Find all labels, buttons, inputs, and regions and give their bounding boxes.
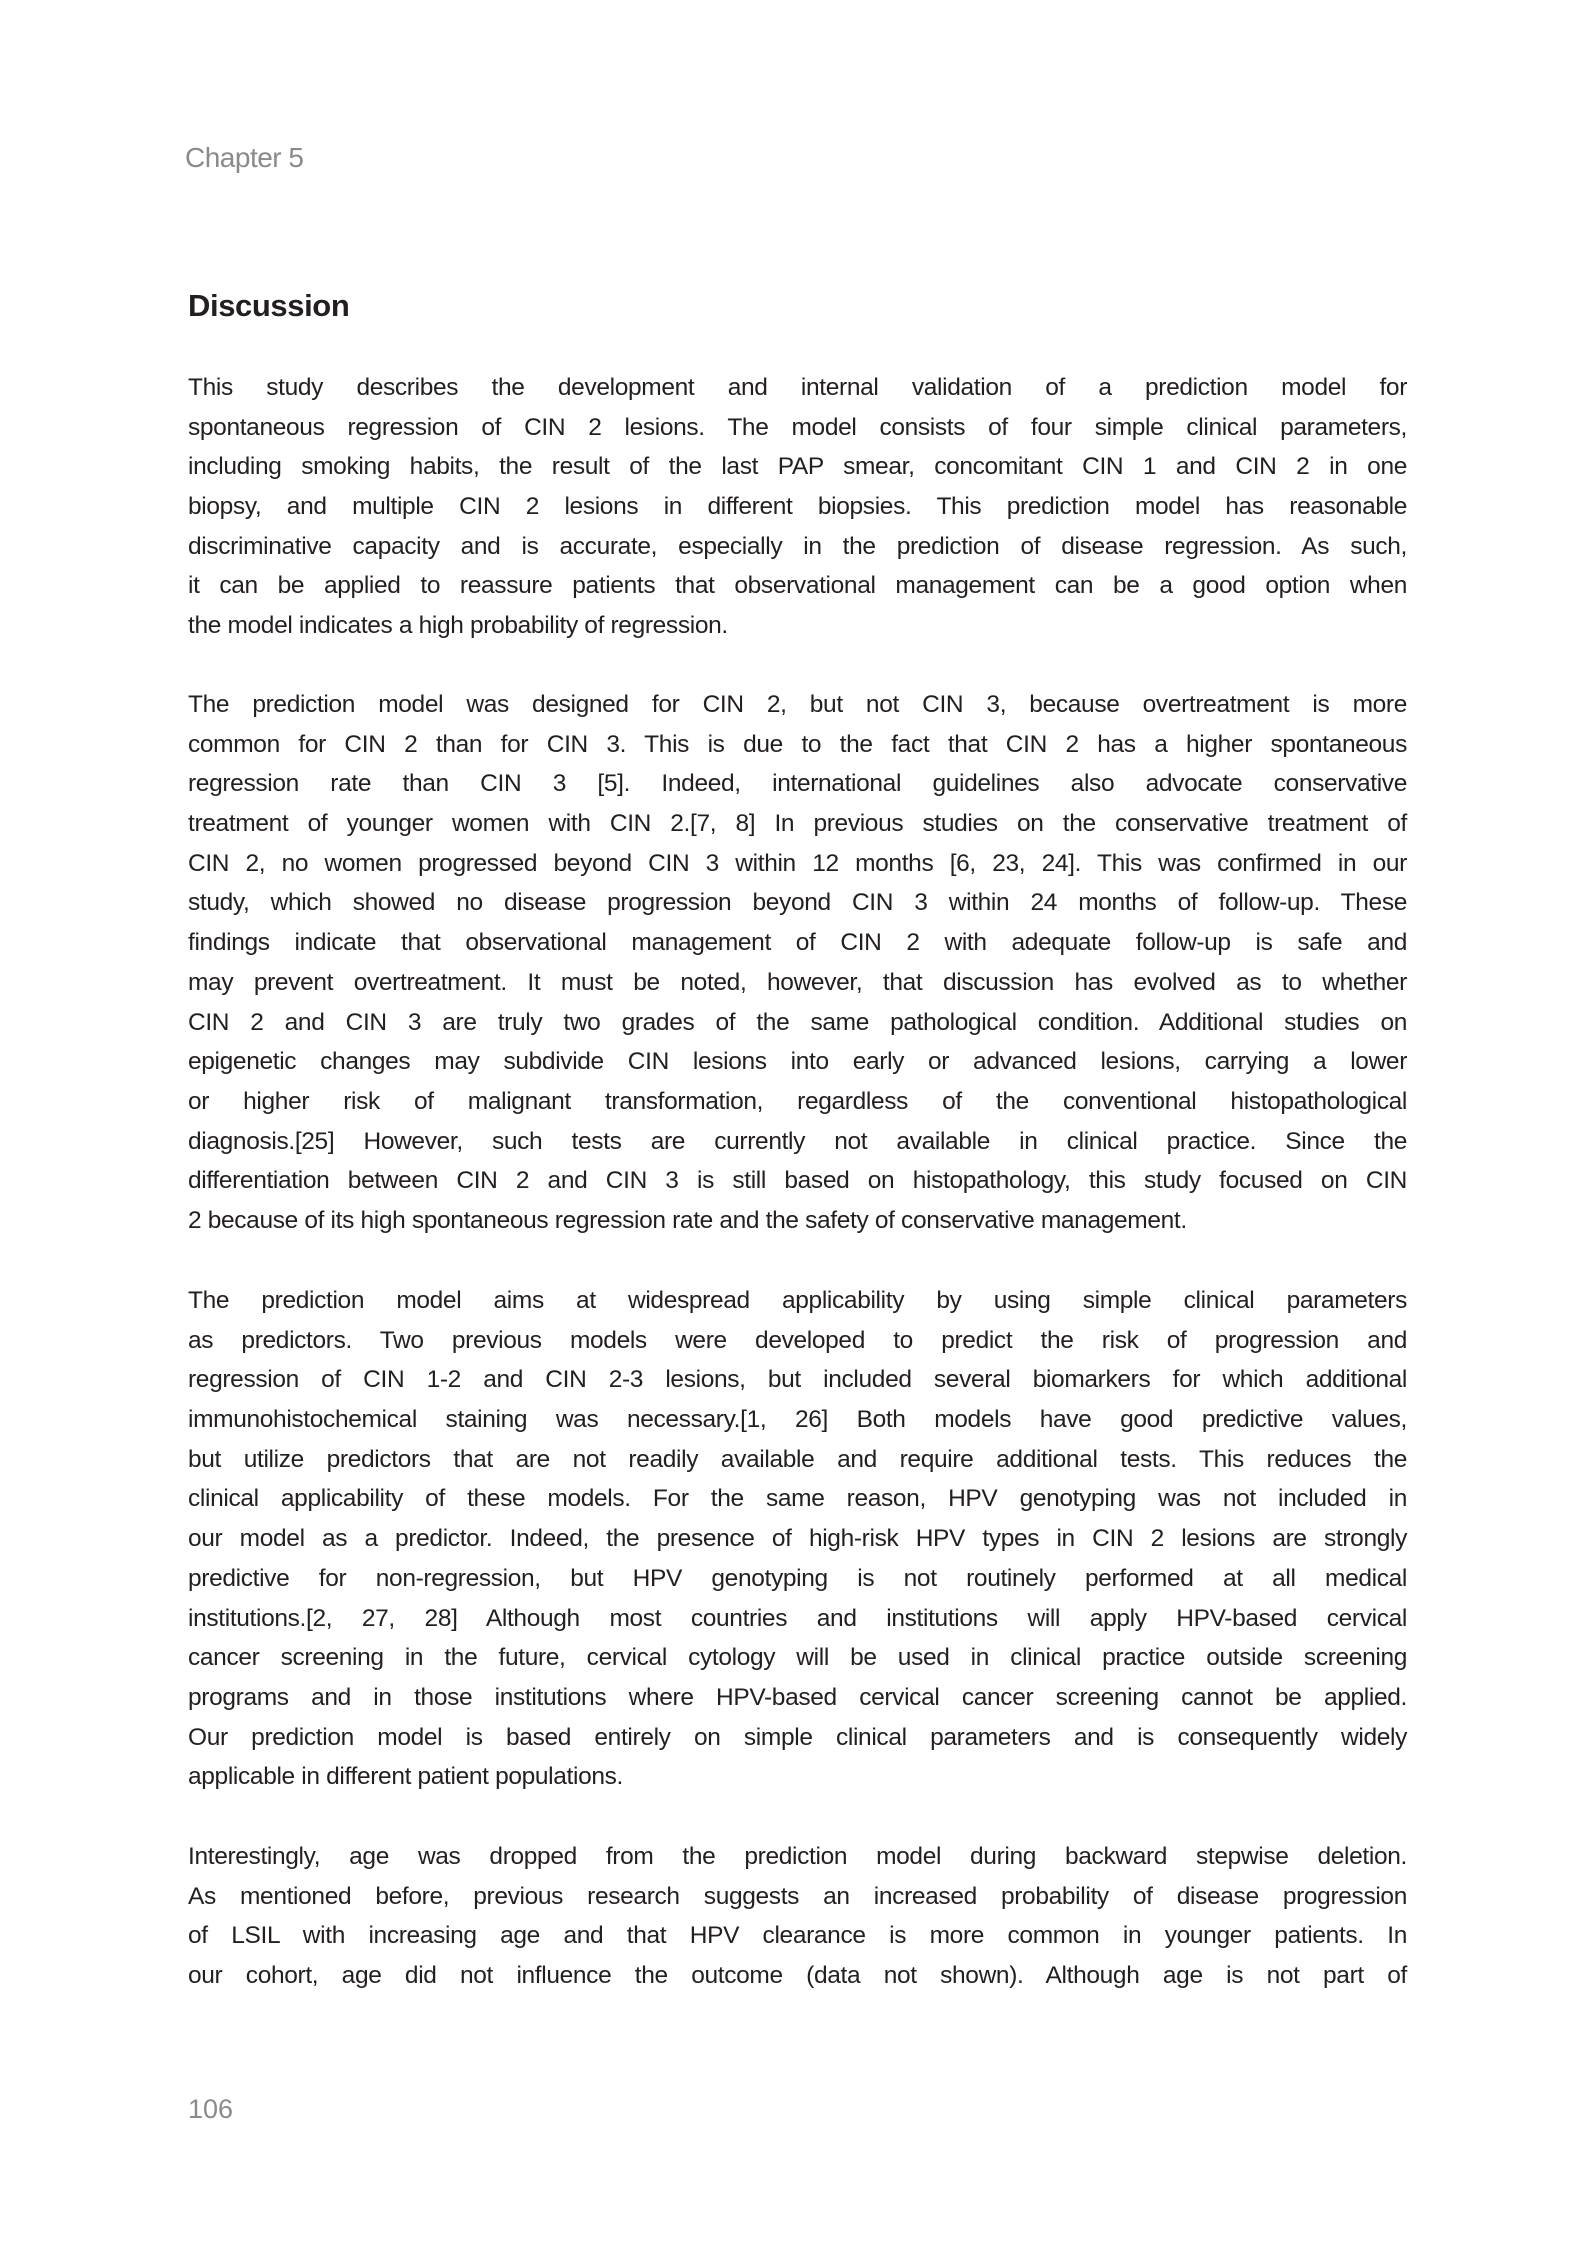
text-line: applicable in different patient populations. — [188, 1763, 624, 1791]
text-line: but utilize predictors that are not readily available and require additional tests. This reduces the — [188, 1445, 1407, 1473]
text-line: The prediction model was designed for CIN 2, but not CIN 3, because overtreatment is more — [188, 691, 1407, 718]
text-line: the model indicates a high probability of regression. — [188, 612, 728, 640]
text-line: discriminative capacity and is accurate, especially in the prediction of disease regression. As such, — [188, 532, 1407, 560]
text-line: differentiation between CIN 2 and CIN 3 is still based on histopathology, this study focused on CIN — [188, 1167, 1407, 1195]
text-line: immunohistochemical staining was necessary.[1, 26] Both models have good predictive values, — [188, 1406, 1407, 1434]
text-line: programs and in those institutions where HPV-based cervical cancer screening cannot be applied. — [188, 1683, 1407, 1711]
text-line: Our prediction model is based entirely on simple clinical parameters and is consequently widely — [188, 1723, 1407, 1751]
text-line: findings indicate that observational management of CIN 2 with adequate follow-up is safe and — [188, 929, 1407, 957]
text-line: As mentioned before, previous research suggests an increased probability of disease progression — [188, 1882, 1407, 1910]
paragraph — [188, 685, 1407, 1241]
text-line: CIN 2, no women progressed beyond CIN 3 within 12 months [6, 23, 24]. This was confirmed in our — [188, 849, 1407, 877]
text-line: Interestingly, age was dropped from the prediction model during backward stepwise deletion. — [188, 1843, 1407, 1870]
text-line: CIN 2 and CIN 3 are truly two grades of the same pathological condition. Additional studies on — [188, 1008, 1407, 1036]
text-line: study, which showed no disease progression beyond CIN 3 within 24 months of follow-up. These — [188, 889, 1407, 917]
section-heading: Discussion — [188, 288, 350, 323]
text-line: spontaneous regression of CIN 2 lesions. The model consists of four simple clinical parameters, — [188, 413, 1407, 441]
text-line: of LSIL with increasing age and that HPV clearance is more common in younger patients. In — [188, 1922, 1407, 1950]
paragraph — [188, 1281, 1407, 1797]
text-line: it can be applied to reassure patients that observational management can be a good option when — [188, 572, 1407, 600]
text-line: diagnosis.[25] However, such tests are currently not available in clinical practice. Since the — [188, 1127, 1407, 1155]
text-line: our model as a predictor. Indeed, the presence of high-risk HPV types in CIN 2 lesions are strongly — [188, 1525, 1407, 1553]
text-line: common for CIN 2 than for CIN 3. This is due to the fact that CIN 2 has a higher spontaneous — [188, 730, 1407, 758]
text-line: treatment of younger women with CIN 2.[7, 8] In previous studies on the conservative treatment of — [188, 810, 1407, 838]
paragraph — [188, 368, 1407, 646]
text-line: predictive for non-regression, but HPV genotyping is not routinely performed at all medical — [188, 1564, 1407, 1592]
running-head: Chapter 5 — [185, 142, 304, 173]
paragraph — [188, 1837, 1407, 1996]
text-line: regression of CIN 1-2 and CIN 2-3 lesions, but included several biomarkers for which additional — [188, 1366, 1407, 1394]
text-line: 2 because of its high spontaneous regression rate and the safety of conservative management. — [188, 1206, 1187, 1234]
text-line: including smoking habits, the result of the last PAP smear, concomitant CIN 1 and CIN 2 in one — [188, 453, 1407, 481]
text-line: or higher risk of malignant transformation, regardless of the conventional histopathological — [188, 1087, 1407, 1115]
text-line: cancer screening in the future, cervical cytology will be used in clinical practice outside screening — [188, 1644, 1407, 1672]
text-line: institutions.[2, 27, 28] Although most countries and institutions will apply HPV-based cervical — [188, 1604, 1407, 1632]
text-line: epigenetic changes may subdivide CIN lesions into early or advanced lesions, carrying a lower — [188, 1048, 1407, 1076]
text-line: The prediction model aims at widespread applicability by using simple clinical parameters — [188, 1287, 1407, 1314]
text-line: biopsy, and multiple CIN 2 lesions in different biopsies. This prediction model has reasonable — [188, 493, 1407, 521]
text-line: clinical applicability of these models. For the same reason, HPV genotyping was not included in — [188, 1485, 1407, 1513]
page-number: 106 — [188, 2094, 234, 2124]
text-line: our cohort, age did not influence the outcome (data not shown). Although age is not part of — [188, 1962, 1407, 1990]
text-line: as predictors. Two previous models were developed to predict the risk of progression and — [188, 1326, 1407, 1354]
text-line: may prevent overtreatment. It must be noted, however, that discussion has evolved as to whether — [188, 968, 1407, 996]
text-line: This study describes the development and internal validation of a prediction model for — [188, 374, 1407, 401]
text-line: regression rate than CIN 3 [5]. Indeed, international guidelines also advocate conservative — [188, 770, 1407, 798]
